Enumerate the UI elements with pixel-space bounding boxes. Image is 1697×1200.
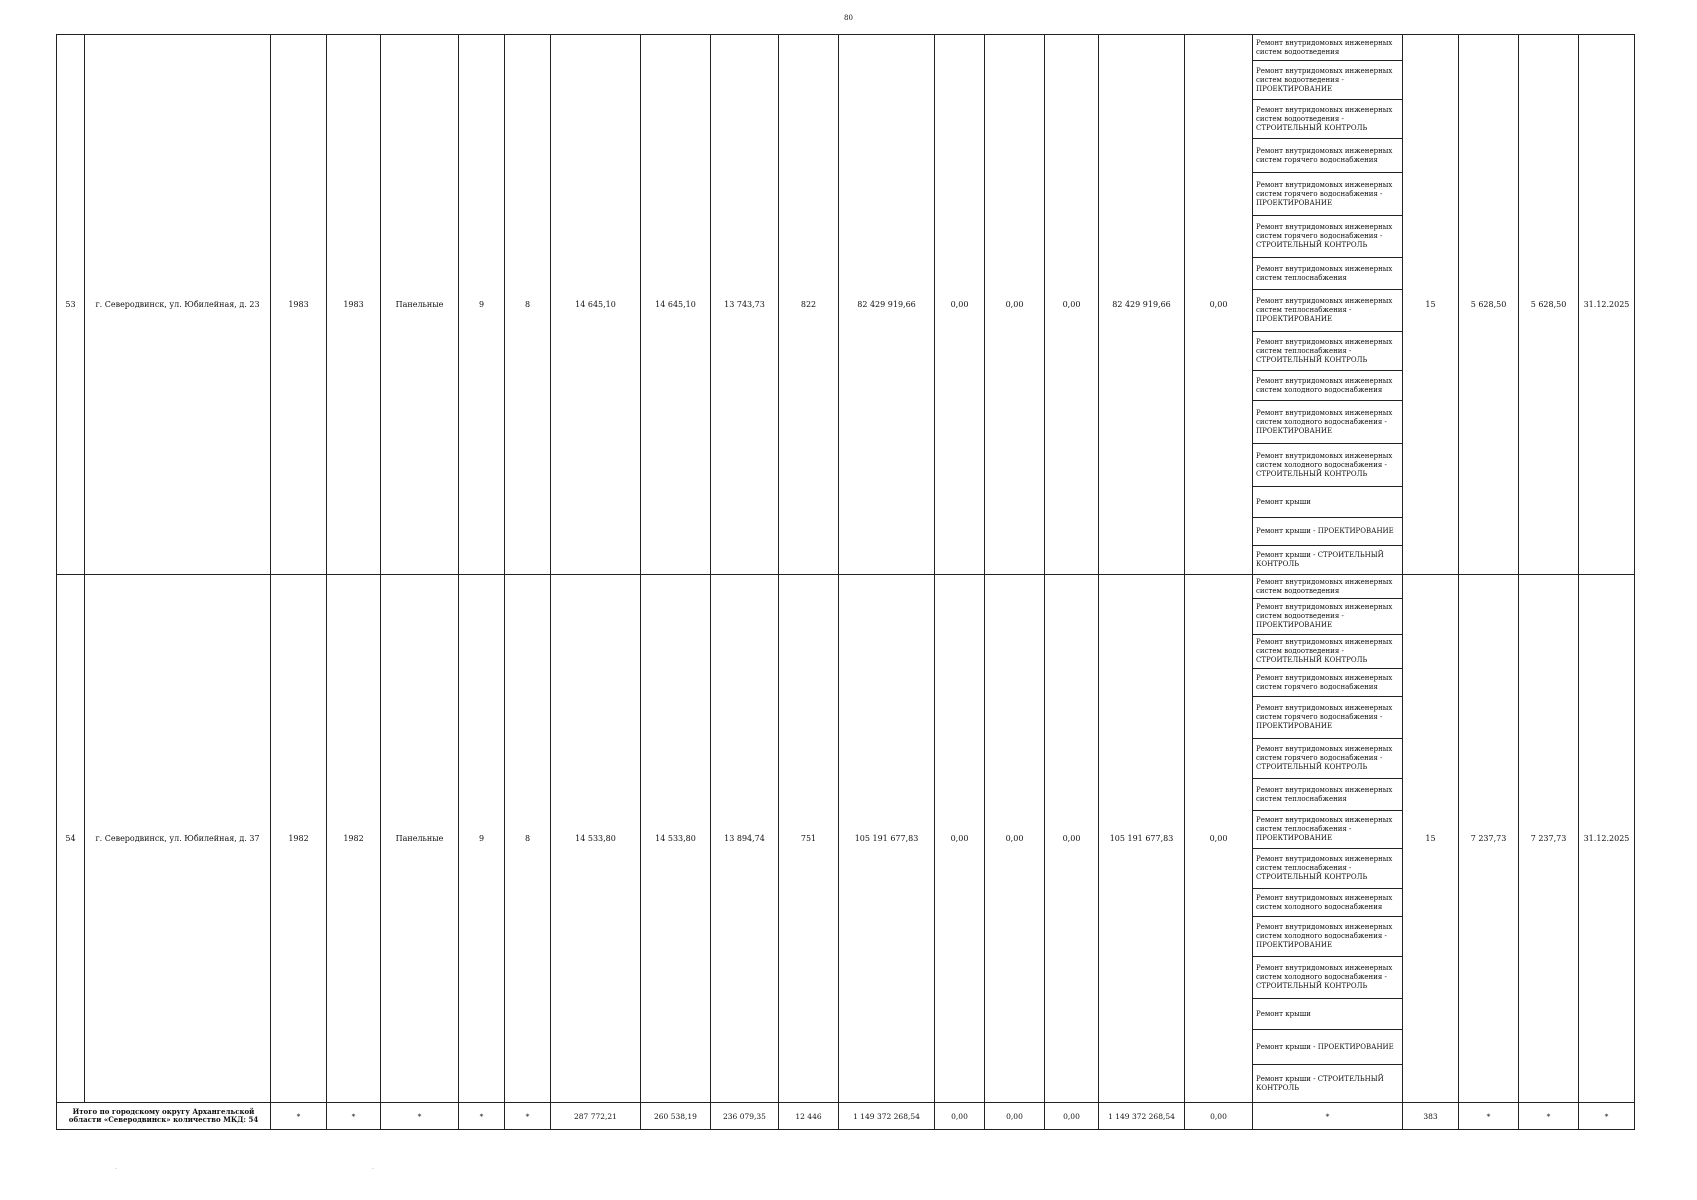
work-item: Ремонт внутридомовых инженерных систем теплоснабжения [1253,779,1402,811]
works-cell [1253,35,1403,575]
works-cell [1253,575,1403,1103]
area-premises-cell: 14 645,10 [641,35,711,575]
total-cost-federal-cell: 0,00 [935,1103,985,1130]
work-item: Ремонт внутридомовых инженерных систем теплоснабжения - ПРОЕКТИРОВАНИЕ [1253,811,1402,849]
year-built-cell: 1983 [271,35,327,575]
work-item: Ремонт внутридомовых инженерных систем горячего водоснабжения [1253,669,1402,697]
work-item: Ремонт внутридомовых инженерных систем теплоснабжения - СТРОИТЕЛЬНЫЙ КОНТРОЛЬ [1253,332,1402,371]
total-cost-owners-cell: 1 149 372 268,54 [1099,1103,1185,1130]
work-item: Ремонт внутридомовых инженерных систем водоотведения - ПРОЕКТИРОВАНИЕ [1253,61,1402,100]
limit-cost-cell: 7 237,73 [1519,575,1579,1103]
total-year-built-cell: * [271,1103,327,1130]
floors-cell: 9 [459,575,505,1103]
scan-mark: · [115,1166,117,1173]
total-year-commission-cell: * [327,1103,381,1130]
total-area-cell: 14 533,80 [551,575,641,1103]
residents-cell: 822 [779,35,839,575]
total-entrances-cell: * [505,1103,551,1130]
work-item: Ремонт внутридомовых инженерных систем водоотведения - ПРОЕКТИРОВАНИЕ [1253,599,1402,635]
cost-federal-cell: 0,00 [935,35,985,575]
deadline-cell: 31.12.2025 [1579,575,1635,1103]
table-row [57,575,1635,1103]
total-floors-cell: * [459,1103,505,1130]
entrances-cell: 8 [505,575,551,1103]
works-count-cell: 15 [1403,575,1459,1103]
total-unit-cost-cell: * [1459,1103,1519,1130]
work-item: Ремонт крыши - ПРОЕКТИРОВАНИЕ [1253,518,1402,546]
total-area-cell: 14 645,10 [551,35,641,575]
work-item: Ремонт внутридомовых инженерных систем холодного водоснабжения [1253,371,1402,401]
work-item: Ремонт внутридомовых инженерных систем водоотведения [1253,35,1402,61]
work-item: Ремонт внутридомовых инженерных систем холодного водоснабжения [1253,889,1402,917]
row-number-cell: 53 [57,35,85,575]
work-item: Ремонт внутридомовых инженерных систем водоотведения - СТРОИТЕЛЬНЫЙ КОНТРОЛЬ [1253,100,1402,139]
total-row [57,1103,1635,1130]
wall-material-cell: Панельные [381,35,459,575]
total-residents-cell: 12 446 [779,1103,839,1130]
cost-owners-cell: 105 191 677,83 [1099,575,1185,1103]
total-label-cell: Итого по городскому округу Архангельской области «Северодвинск» количество МКД: 54 [57,1103,271,1130]
total-limit-cost-cell: * [1519,1103,1579,1130]
work-item: Ремонт крыши - СТРОИТЕЛЬНЫЙ КОНТРОЛЬ [1256,551,1384,568]
works-count-cell: 15 [1403,35,1459,575]
deadline-cell: 31.12.2025 [1579,35,1635,575]
work-item: Ремонт внутридомовых инженерных систем холодного водоснабжения - ПРОЕКТИРОВАНИЕ [1253,917,1402,957]
cost-federal-cell: 0,00 [935,575,985,1103]
total-wall-material-cell: * [381,1103,459,1130]
cost-local-cell: 0,00 [1045,575,1099,1103]
work-item: Ремонт внутридомовых инженерных систем холодного водоснабжения - СТРОИТЕЛЬНЫЙ КОНТРОЛЬ [1253,444,1402,487]
cost-local-cell: 0,00 [1045,35,1099,575]
scan-mark: · [372,1166,374,1173]
work-item: Ремонт крыши - ПРОЕКТИРОВАНИЕ [1253,1030,1402,1065]
cost-regional-cell: 0,00 [985,35,1045,575]
work-item: Ремонт внутридомовых инженерных систем горячего водоснабжения - СТРОИТЕЛЬНЫЙ КОНТРОЛЬ [1253,216,1402,258]
limit-cost-cell: 5 628,50 [1519,35,1579,575]
work-item: Ремонт внутридомовых инженерных систем горячего водоснабжения - ПРОЕКТИРОВАНИЕ [1253,697,1402,739]
address-cell: г. Северодвинск, ул. Юбилейная, д. 37 [85,575,271,1103]
cost-total-cell: 82 429 919,66 [839,35,935,575]
work-item: Ремонт внутридомовых инженерных систем горячего водоснабжения [1253,139,1402,173]
area-residential-cell: 13 894,74 [711,575,779,1103]
floors-cell: 9 [459,35,505,575]
page-number: 80 [844,14,853,22]
work-item: Ремонт крыши - СТРОИТЕЛЬНЫЙ КОНТРОЛЬ [1256,1074,1384,1092]
cost-total-cell: 105 191 677,83 [839,575,935,1103]
total-area-premises-cell: 260 538,19 [641,1103,711,1130]
work-item: Ремонт крыши [1253,487,1402,518]
work-item: Ремонт внутридомовых инженерных систем холодного водоснабжения - СТРОИТЕЛЬНЫЙ КОНТРОЛЬ [1253,957,1402,999]
unit-cost-cell: 5 628,50 [1459,35,1519,575]
address-cell: г. Северодвинск, ул. Юбилейная, д. 23 [85,35,271,575]
area-residential-cell: 13 743,73 [711,35,779,575]
work-item: Ремонт внутридомовых инженерных систем водоотведения - СТРОИТЕЛЬНЫЙ КОНТРОЛЬ [1253,635,1402,669]
cost-other-cell: 0,00 [1185,575,1253,1103]
year-built-cell: 1982 [271,575,327,1103]
total-cost-other-cell: 0,00 [1185,1103,1253,1130]
total-cost-regional-cell: 0,00 [985,1103,1045,1130]
work-item: Ремонт внутридомовых инженерных систем теплоснабжения - СТРОИТЕЛЬНЫЙ КОНТРОЛЬ [1253,849,1402,889]
total-works-count-cell: 383 [1403,1103,1459,1130]
row-number-cell: 54 [57,575,85,1103]
total-deadline-cell: * [1579,1103,1635,1130]
unit-cost-cell: 7 237,73 [1459,575,1519,1103]
work-item: Ремонт внутридомовых инженерных систем горячего водоснабжения - СТРОИТЕЛЬНЫЙ КОНТРОЛЬ [1253,739,1402,779]
repair-program-table [56,34,1635,1130]
year-commission-cell: 1983 [327,35,381,575]
cost-other-cell: 0,00 [1185,35,1253,575]
work-item: Ремонт внутридомовых инженерных систем водоотведения [1253,575,1402,599]
total-works-cell: * [1253,1103,1403,1130]
total-total-area-cell: 287 772,21 [551,1103,641,1130]
work-item: Ремонт внутридомовых инженерных систем горячего водоснабжения - ПРОЕКТИРОВАНИЕ [1253,173,1402,216]
year-commission-cell: 1982 [327,575,381,1103]
cost-regional-cell: 0,00 [985,575,1045,1103]
work-item: Ремонт внутридомовых инженерных систем теплоснабжения - ПРОЕКТИРОВАНИЕ [1253,290,1402,332]
work-item: Ремонт внутридомовых инженерных систем холодного водоснабжения - ПРОЕКТИРОВАНИЕ [1253,401,1402,444]
entrances-cell: 8 [505,35,551,575]
area-premises-cell: 14 533,80 [641,575,711,1103]
work-item: Ремонт внутридомовых инженерных систем теплоснабжения [1253,258,1402,290]
residents-cell: 751 [779,575,839,1103]
total-area-residential-cell: 236 079,35 [711,1103,779,1130]
total-cost-total-cell: 1 149 372 268,54 [839,1103,935,1130]
table-row [57,35,1635,575]
total-cost-local-cell: 0,00 [1045,1103,1099,1130]
wall-material-cell: Панельные [381,575,459,1103]
work-item: Ремонт крыши [1253,999,1402,1030]
cost-owners-cell: 82 429 919,66 [1099,35,1185,575]
